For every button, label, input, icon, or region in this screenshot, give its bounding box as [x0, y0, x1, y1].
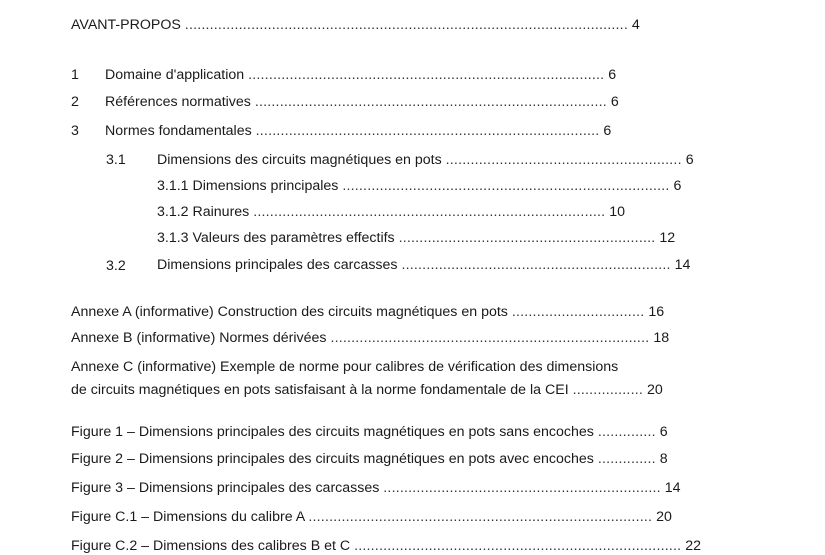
toc-page-number: 6 — [685, 152, 694, 168]
toc-entry-section-3-1-2[interactable] — [157, 203, 625, 221]
dot-leader: ............................................................................... — [354, 538, 682, 554]
toc-page-number: 16 — [648, 304, 665, 320]
dot-leader: ................................ — [511, 304, 645, 320]
toc-title: Dimensions des circuits magnétiques en pots — [157, 152, 442, 168]
dot-leader: ................. — [572, 382, 644, 398]
toc-entry-section-3-1-3[interactable] — [157, 229, 675, 247]
toc-title: de circuits magnétiques en pots satisfaisant à la norme fondamentale de la CEI — [71, 382, 569, 398]
toc-page-number: 18 — [653, 330, 670, 346]
dot-leader: ..................................................................................... — [254, 94, 607, 110]
toc-title: Figure C.1 – Dimensions du calibre A — [71, 509, 305, 525]
dot-leader: ..................................................................................... — [253, 204, 606, 220]
toc-entry-figure-c2[interactable] — [71, 537, 701, 555]
section-number: 3 — [71, 123, 79, 139]
dot-leader: ......................................................... — [445, 152, 682, 168]
toc-entry-section-3[interactable] — [105, 122, 611, 140]
dot-leader: .............. — [597, 451, 656, 467]
toc-page-number: 20 — [646, 382, 663, 398]
dot-leader: .............................................................. — [398, 230, 656, 246]
toc-entry-annex-a[interactable] — [71, 303, 664, 321]
toc-page-number: 22 — [685, 538, 702, 554]
toc-entry-section-1[interactable] — [105, 66, 616, 84]
toc-entry-section-3-2[interactable] — [157, 256, 690, 274]
dot-leader: ............................................................................... — [342, 178, 670, 194]
toc-entry-figure-3[interactable] — [71, 479, 681, 497]
toc-page-number: 6 — [603, 123, 612, 139]
toc-page-number: 20 — [656, 509, 672, 525]
toc-entry-figure-c1[interactable] — [71, 508, 672, 526]
toc-title: Domaine d'application — [105, 67, 245, 83]
toc-entry-figure-1[interactable] — [71, 423, 668, 441]
section-number: 2 — [71, 94, 79, 110]
toc-entry-figure-2[interactable] — [71, 450, 668, 468]
section-number: 3.2 — [106, 258, 126, 274]
dot-leader: ................................................................................... — [255, 123, 600, 139]
toc-entry-annex-c-line2[interactable] — [71, 381, 663, 399]
toc-page-number: 14 — [674, 257, 691, 273]
toc-title: Figure 2 – Dimensions principales des circuits magnétiques en pots avec encoches — [71, 451, 594, 467]
dot-leader: ................................................................. — [401, 257, 671, 273]
section-number: 3.1 — [106, 152, 126, 168]
toc-title: Annexe B (informative) Normes dérivées — [71, 330, 327, 346]
toc-page-number: 6 — [608, 67, 617, 83]
toc-title: 3.1.3 Valeurs des paramètres effectifs — [157, 230, 395, 246]
toc-entry-section-2[interactable] — [105, 93, 619, 111]
toc-page-number: 10 — [609, 204, 626, 220]
toc-page-number: 6 — [610, 94, 619, 110]
toc-title: AVANT-PROPOS — [71, 17, 181, 33]
toc-page-number: 6 — [659, 424, 668, 440]
toc-title: Figure 1 – Dimensions principales des circuits magnétiques en pots sans encoches — [71, 424, 594, 440]
dot-leader: ............................................................................. — [330, 330, 650, 346]
toc-page-number: 14 — [664, 480, 681, 496]
toc-title: Annexe A (informative) Construction des circuits magnétiques en pots — [71, 304, 508, 320]
toc-title: Figure C.2 – Dimensions des calibres B et C — [71, 538, 351, 554]
toc-page-number: 4 — [631, 17, 640, 33]
section-number: 1 — [71, 67, 79, 83]
toc-page-number: 12 — [659, 230, 676, 246]
dot-leader: ................................................................... — [383, 480, 661, 496]
toc-title: Références normatives — [105, 94, 251, 110]
toc-page-number: 8 — [659, 451, 668, 467]
toc-entry-section-3-1-1[interactable] — [157, 177, 681, 195]
toc-title: Figure 3 – Dimensions principales des carcasses — [71, 480, 380, 496]
toc-title: 3.1.2 Rainures — [157, 204, 250, 220]
toc-title: Normes fondamentales — [105, 123, 252, 139]
toc-entry-section-3-1[interactable] — [157, 151, 694, 169]
toc-entry-annex-c-line1[interactable] — [71, 358, 618, 376]
toc-title: Annexe C (informative) Exemple de norme pour calibres de vérification des dimensions — [71, 359, 619, 375]
toc-page-number: 6 — [673, 178, 682, 194]
dot-leader: ........................................................................................................... — [184, 17, 628, 33]
dot-leader: ...................................................................................... — [248, 67, 605, 83]
toc-title: Dimensions principales des carcasses — [157, 257, 398, 273]
dot-leader: ................................................................................... — [308, 509, 653, 525]
dot-leader: .............. — [597, 424, 656, 440]
toc-entry-avant-propos[interactable] — [71, 16, 640, 34]
toc-entry-annex-b[interactable] — [71, 329, 669, 347]
toc-title: 3.1.1 Dimensions principales — [157, 178, 339, 194]
